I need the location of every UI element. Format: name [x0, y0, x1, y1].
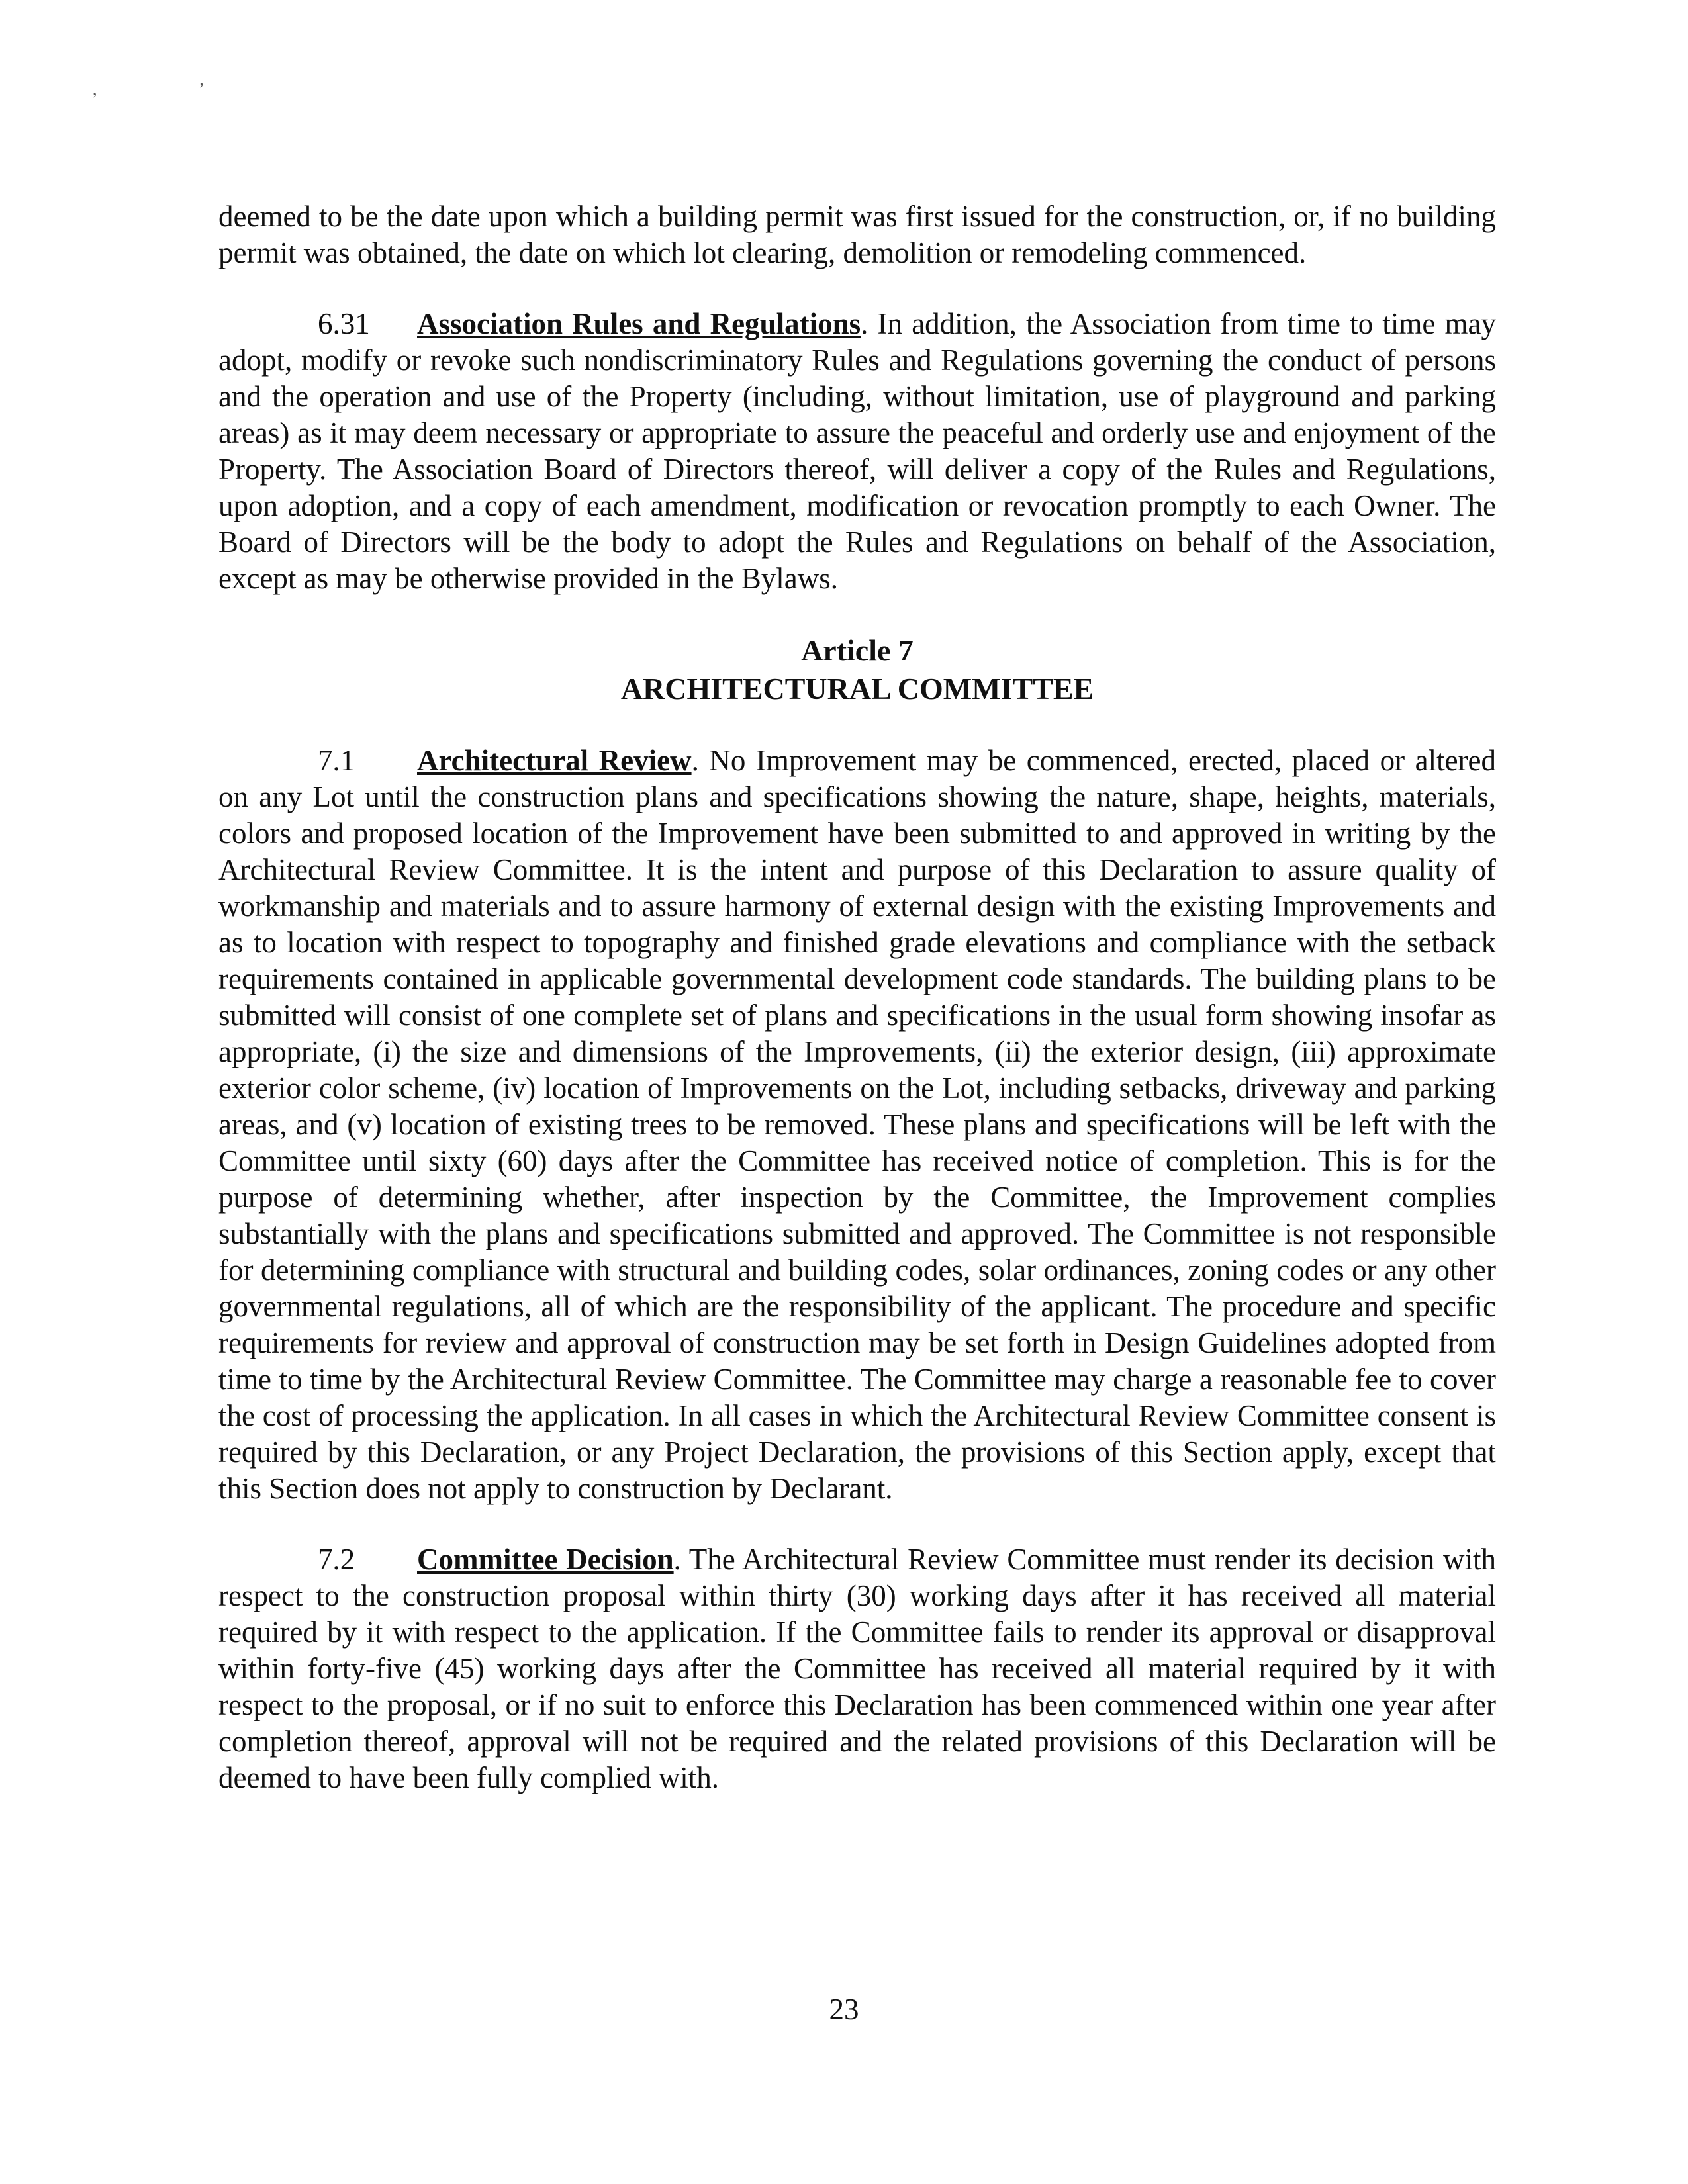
section-text: . In addition, the Association from time to time may adopt, modify or revoke such nondiscriminatory Rules and Regulations governing the conduct of persons and the operation and use of the Property (including, without limitation, use of playground and parking areas) as it may deem necessary or appropriate to assure the peaceful and orderly use and enjoyment of the Property. The Association Board of Directors thereof, will deliver a copy of the Rules and Regulations, upon adoption, and a copy of each amendment, modification or revocation promptly to each Owner. The Board of Directors will be the body to adopt the Rules and Regulations on behalf of the Association, except as may be otherwise provided in the Bylaws.	[218, 307, 1496, 595]
page-number: 23	[829, 1993, 859, 2026]
continuation-paragraph: deemed to be the date upon which a building permit was first issued for the construction, or, if no building permit was obtained, the date on which lot clearing, demolition or remodeling commenced.	[218, 200, 1496, 269]
article-number: Article 7	[801, 633, 914, 667]
section-7-2	[218, 1541, 1496, 1796]
section-heading: Architectural Review	[417, 744, 692, 777]
section-7-1	[218, 743, 1496, 1507]
section-number: 7.1	[318, 744, 355, 777]
scan-artifact-mark: ,	[93, 79, 97, 99]
scan-artifact-mark: ’	[199, 79, 205, 99]
document-page	[218, 199, 1496, 1796]
section-text: . No Improvement may be commenced, erected, placed or altered on any Lot until the construction plans and specifications showing the nature, shape, heights, materials, colors and proposed location of the Improvement have been submitted to and approved in writing by the Architectural Review Committee. It is the intent and purpose of this Declaration to assure quality of workmanship and materials and to assure harmony of external design with the existing Improvements and as to location with respect to topography and finished grade elevations and compliance with the setback requirements contained in applicable governmental development code standards. The building plans to be submitted will consist of one complete set of plans and specifications in the usual form showing insofar as appropriate, (i) the size and dimensions of the Improvements, (ii) the exterior design, (iii) approximate exterior color scheme, (iv) location of Improvements on the Lot, including setbacks, driveway and parking areas, and (v) location of existing trees to be removed. These plans and specifications will be left with the Committee until sixty (60) days after the Committee has received notice of completion. This is for the purpose of determining whether, after inspection by the Committee, the Improvement complies substantially with the plans and specifications submitted and approved. The Committee is not responsible for determining compliance with structural and building codes, solar ordinances, zoning codes or any other governmental regulations, all of which are the responsibility of the applicant. The procedure and specific requirements for review and approval of construction may be set forth in Design Guidelines adopted from time to time by the Architectural Review Committee. The Committee may charge a reasonable fee to cover the cost of processing the application. In all cases in which the Architectural Review Committee consent is required by this Declaration, or any Project Declaration, the provisions of this Section apply, except that this Section does not apply to construction by Declarant.	[218, 744, 1497, 1505]
section-6-31	[218, 306, 1496, 597]
section-heading: Association Rules and Regulations	[417, 307, 861, 340]
section-number: 6.31	[318, 307, 370, 340]
article-title: ARCHITECTURAL COMMITTEE	[620, 672, 1094, 705]
section-text: . The Architectural Review Committee must render its decision with respect to the construction proposal within thirty (30) working days after it has received all material required by it with respect to the application. If the Committee fails to render its approval or disapproval within forty-five (45) working days after the Committee has received all material required by it with respect to the proposal, or if no suit to enforce this Declaration has been commenced within one year after completion thereof, approval will not be required and the related provisions of this Declaration will be deemed to have been fully complied with.	[218, 1543, 1496, 1794]
section-number: 7.2	[318, 1543, 355, 1576]
section-heading: Committee Decision	[417, 1543, 674, 1576]
